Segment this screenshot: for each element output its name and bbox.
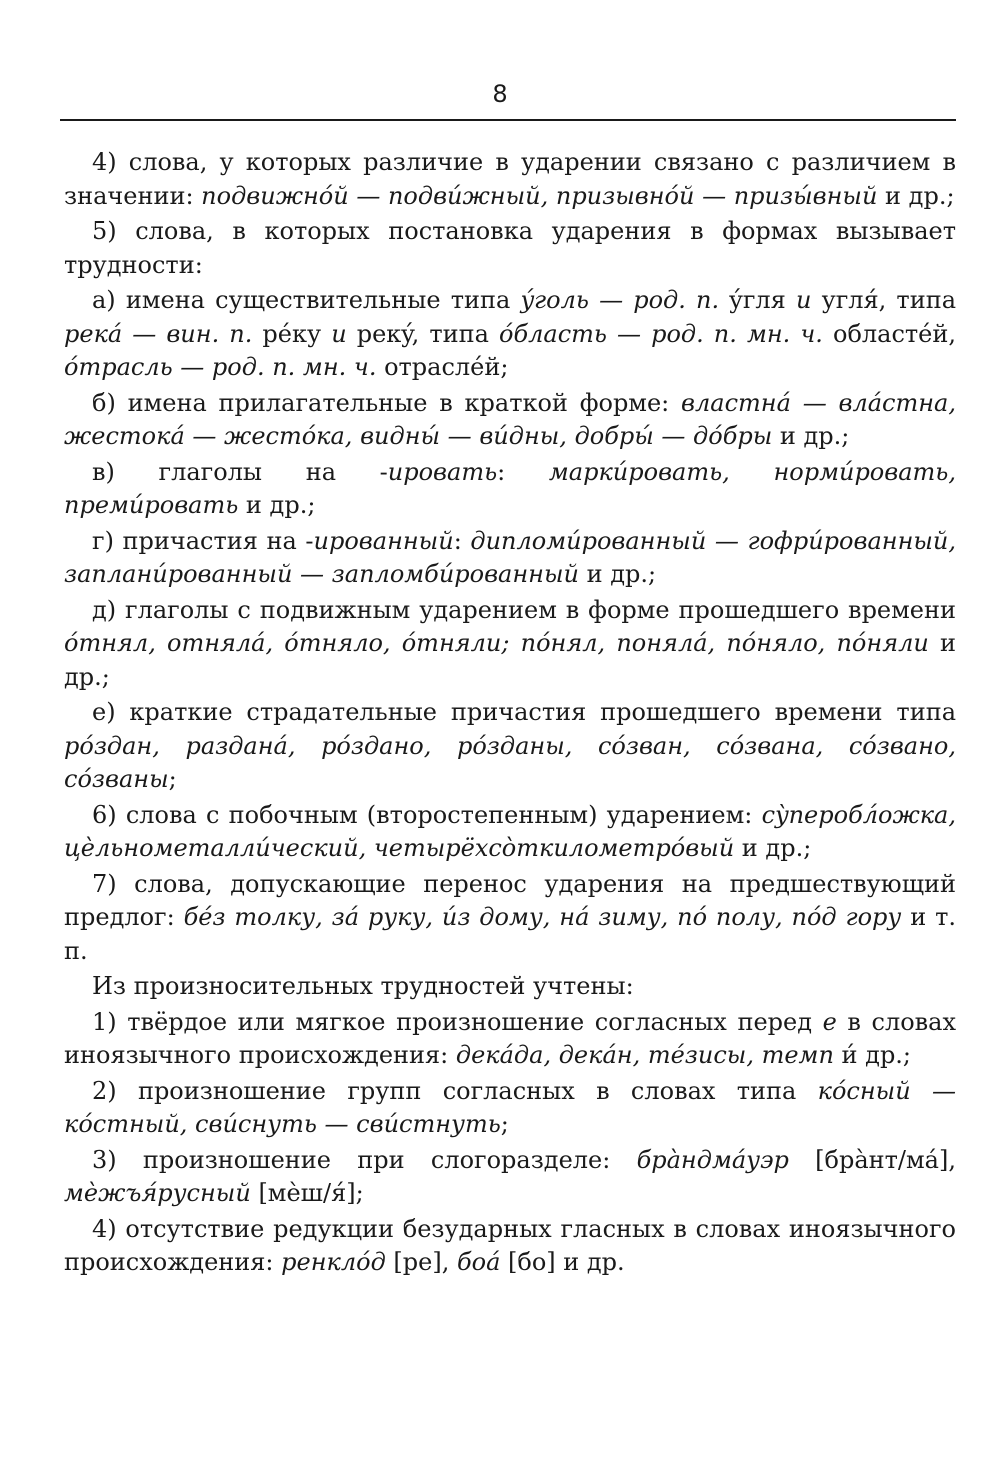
text-run: и др.;: [64, 629, 956, 691]
italic-text: рóздан, разданá, рóздано, рóзданы, сóзван, сóзвана, сóзвано, сóзваны: [64, 731, 956, 793]
text-run: и др.;: [578, 560, 657, 588]
italic-text: ированный: [313, 526, 454, 555]
text-run: 5) слова, в которых постановка ударения в формах вызывает трудности:: [64, 217, 956, 279]
text-run: и др.;: [877, 181, 955, 210]
paragraph: [64, 387, 956, 454]
paragraph: [64, 868, 956, 969]
text-run: в словах иноязычного происхождения:: [64, 1007, 957, 1069]
italic-text: боá: [456, 1248, 501, 1276]
text-run: 4) слова, у которых различие в ударении связано с различием в значении:: [64, 148, 956, 210]
italic-text: óтрасль — род. п. мн. ч.: [64, 353, 377, 381]
text-run: ýгля: [719, 286, 796, 314]
paragraph: [64, 1213, 956, 1280]
text-run: [бо] и др.: [500, 1248, 625, 1276]
text-run: и др.;: [772, 422, 850, 450]
text-run: ;: [500, 1110, 509, 1138]
italic-text: ировать: [387, 457, 498, 486]
text-run: 7) слова, допускающие перенос ударения на предшествующий предлог:: [64, 869, 956, 931]
italic-text: декáда, декáн, тéзисы, темп: [455, 1041, 834, 1069]
text-run: б) имена прилагательные в краткой форме:: [92, 388, 682, 417]
italic-text: óтнял, отнялá, óтняло, óтняли; пóнял, понялá, пóняло, пóняли: [64, 629, 929, 657]
italic-text: рекá — вин. п.: [64, 319, 253, 348]
text-run: областéй,: [822, 319, 956, 348]
paragraph: [64, 146, 956, 213]
paragraph: [64, 456, 956, 523]
text-run: [ре],: [385, 1248, 457, 1276]
text-run: д) глаголы с подвижным ударением в форме прошедшего времени: [92, 595, 956, 624]
italic-text: подвижнóй — подви́жный, призывнóй — призы́вный: [201, 181, 878, 210]
paragraph: [64, 284, 956, 385]
paragraph: [64, 1075, 956, 1142]
header-rule: [60, 119, 956, 121]
paragraph: [64, 970, 956, 1004]
italic-text: мѐжъя́русный: [64, 1179, 251, 1207]
text-run: 3) произношение при слогоразделе:: [92, 1145, 637, 1174]
text-run: отраслéй;: [376, 353, 509, 381]
text-run: рéку: [252, 319, 332, 348]
italic-text: дипломи́рованный — гофри́рованный, заплани́рованный — запломби́рованный: [64, 526, 957, 588]
text-run: и́ др.;: [833, 1041, 912, 1069]
text-run: 2) произношение групп согласных в словах типа: [92, 1076, 818, 1105]
text-run: и др.;: [238, 491, 316, 519]
text-run: [мѐш/я́];: [250, 1179, 364, 1207]
paragraph: [64, 215, 956, 282]
text-run: и т. п.: [64, 903, 956, 965]
italic-text: сỳперобл́ожка, цѐльнометалли́ческий, четырёхсòткилометрóвый: [64, 800, 956, 862]
italic-text: кóсный — кóстный, сви́снуть — сви́стнуть: [64, 1076, 956, 1138]
text-run: рекý, типа: [346, 319, 499, 348]
page-number: 8: [492, 80, 508, 108]
text-run: 4) отсутствие редукции безударных гласных в словах иноязычного происхождения:: [64, 1214, 956, 1276]
paragraph: [64, 525, 956, 592]
text-run: г) причастия на -: [92, 526, 314, 555]
italic-text: бéз толку, зá руку, и́з дому, нá зиму, пó полу, пóд гору: [183, 903, 902, 931]
text-run: [брàнт/мá],: [788, 1145, 956, 1174]
text-run: 6) слова с побочным (второстепенным) ударением:: [92, 800, 762, 829]
italic-text: ýголь — род. п.: [520, 286, 720, 314]
text-run: :: [497, 457, 549, 486]
paragraph: [64, 696, 956, 797]
paragraph: [64, 1144, 956, 1211]
italic-text: ренклóд: [281, 1248, 386, 1276]
paragraph: [64, 1006, 956, 1073]
document-body: [64, 146, 956, 1282]
italic-text: и: [795, 286, 812, 314]
text-run: ;: [168, 765, 177, 793]
text-run: а) имена существительные типа: [92, 286, 521, 314]
italic-text: óбласть — род. п. мн. ч.: [499, 319, 823, 348]
italic-text: властнá — влáстна, жестокá — жестóка, видны́ — ви́дны, добры́ — дóбры: [64, 388, 956, 450]
italic-text: марки́ровать, норми́ровать, преми́ровать: [64, 457, 956, 519]
text-run: е) краткие страдательные причастия прошедшего времени типа: [92, 698, 956, 726]
text-run: Из произносительных трудностей учтены:: [92, 972, 634, 1000]
text-run: угля́, типа: [811, 286, 957, 314]
text-run: в) глаголы на -: [92, 457, 388, 486]
paragraph: [64, 594, 956, 695]
text-run: :: [453, 526, 471, 555]
text-run: и др.;: [734, 834, 812, 862]
paragraph: [64, 799, 956, 866]
italic-text: и: [331, 319, 347, 348]
italic-text: е: [822, 1007, 837, 1036]
italic-text: брàндмáуэр: [636, 1145, 789, 1174]
text-run: 1) твёрдое или мягкое произношение согласных перед: [92, 1007, 823, 1036]
